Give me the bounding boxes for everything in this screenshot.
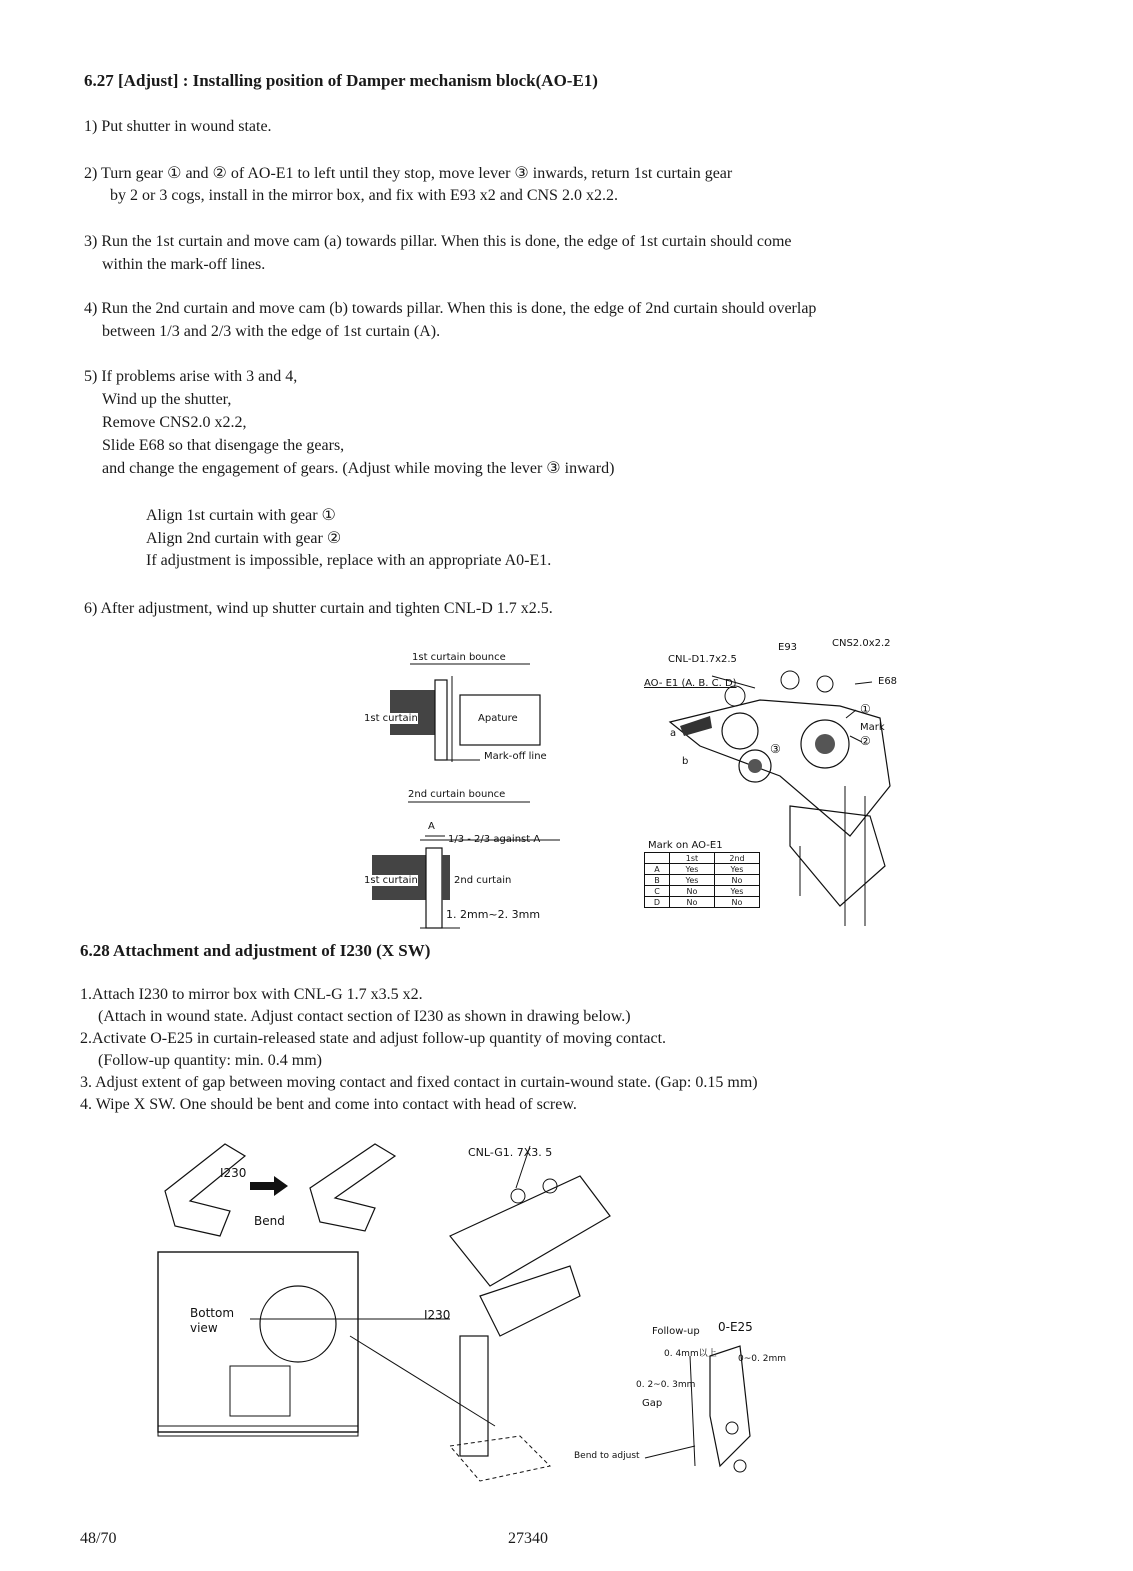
table-cell: Yes	[670, 875, 715, 886]
follow-up-label: Follow-up	[652, 1326, 700, 1337]
apature-label: Apature	[478, 713, 518, 724]
doc-code: 27340	[508, 1530, 548, 1547]
table-row	[645, 886, 760, 897]
gap-range-label: 0. 2~0. 3mm	[636, 1380, 696, 1390]
damper-mechanism-figure	[640, 636, 900, 932]
table-cell: Yes	[715, 864, 760, 875]
cns-label: CNS2.0x2.2	[832, 638, 891, 649]
lever-3-label: ③	[770, 742, 781, 756]
i230-label-2: I230	[424, 1308, 451, 1322]
step-5-line-3: Remove CNS2.0 x2.2,	[102, 414, 247, 431]
table-cell: No	[670, 897, 715, 908]
step-5-line-5: and change the engagement of gears. (Adjust while moving the lever ③ inward)	[102, 460, 615, 477]
header-cell: 1st	[670, 853, 715, 864]
bounce-1-label: 1st curtain bounce	[412, 652, 506, 663]
table-cell: D	[645, 897, 670, 908]
header-cell: 2nd	[715, 853, 760, 864]
bend-label: Bend	[254, 1214, 285, 1228]
cam-b-label: b	[682, 756, 689, 767]
step-3-line-2: within the mark-off lines.	[102, 256, 266, 273]
item-1-note: (Attach in wound state. Adjust contact section of I230 as shown in drawing below.)	[98, 1008, 631, 1025]
mark-table	[644, 852, 760, 908]
table-cell: Yes	[715, 886, 760, 897]
gear-1-label: ①	[860, 702, 871, 716]
bottom-view-label: Bottom	[190, 1306, 235, 1320]
mark-label: Mark	[860, 722, 885, 733]
table-cell: No	[670, 886, 715, 897]
overlap-label: 1/3 - 2/3 against A	[448, 834, 541, 845]
section-title-6-27: 6.27 [Adjust] : Installing position of Damper mechanism block(AO-E1)	[84, 71, 598, 90]
gear-2-label: ②	[860, 734, 871, 748]
first-curtain-label: 1st curtain	[364, 713, 418, 724]
step-3-line-1: 3) Run the 1st curtain and move cam (a) towards pillar. When this is done, the edge of 1st curtain should come	[84, 233, 792, 250]
step-2-line-2: by 2 or 3 cogs, install in the mirror box, and fix with E93 x2 and CNS 2.0 x2.2.	[110, 187, 618, 204]
i230-label: I230	[220, 1166, 247, 1180]
first-curtain-label-2: 1st curtain	[364, 875, 418, 886]
page-number: 48/70	[80, 1530, 117, 1547]
second-curtain-label: 2nd curtain	[454, 875, 512, 886]
table-cell: No	[715, 897, 760, 908]
item-1: 1.Attach I230 to mirror box with CNL-G 1.7 x3.5 x2.	[80, 986, 423, 1003]
step-5-line-2: Wind up the shutter,	[102, 391, 232, 408]
edge-a-label: A	[428, 821, 435, 832]
item-3: 3. Adjust extent of gap between moving contact and fixed contact in curtain-wound state. (Gap: 0.15 mm)	[80, 1074, 758, 1091]
mark-table-header	[645, 853, 760, 864]
step-5-replace: If adjustment is impossible, replace with an appropriate A0-E1.	[146, 552, 552, 569]
cnlg-label: CNL-G1. 7X3. 5	[468, 1146, 553, 1159]
curtain-bounce-figure	[360, 640, 570, 940]
step-5-align-2: Align 2nd curtain with gear ②	[146, 530, 342, 547]
bottom-view-label-2: view	[190, 1321, 218, 1335]
table-cell: C	[645, 886, 670, 897]
e93-label: E93	[778, 642, 798, 653]
xsw-drawing	[150, 1136, 790, 1496]
bend-to-adjust-label: Bend to adjust	[574, 1451, 640, 1461]
step-2-line-1: 2) Turn gear ① and ② of AO-E1 to left until they stop, move lever ③ inwards, return 1st curtain gear	[84, 165, 733, 182]
bounce-2-label: 2nd curtain bounce	[408, 789, 506, 800]
table-cell: No	[715, 875, 760, 886]
table-cell: B	[645, 875, 670, 886]
item-2-note: (Follow-up quantity: min. 0.4 mm)	[98, 1052, 322, 1069]
item-4: 4. Wipe X SW. One should be bent and come into contact with head of screw.	[80, 1096, 577, 1113]
step-6: 6) After adjustment, wind up shutter curtain and tighten CNL-D 1.7 x2.5.	[84, 600, 553, 617]
table-row	[645, 864, 760, 875]
step-5-align-1: Align 1st curtain with gear ①	[146, 507, 336, 524]
cam-a-label: a	[670, 728, 677, 739]
gap-label: 1. 2mm~2. 3mm	[446, 908, 541, 921]
step-4-line-1: 4) Run the 2nd curtain and move cam (b) towards pillar. When this is done, the edge of 2nd curtain should overlap	[84, 300, 817, 317]
xsw-figure	[150, 1136, 790, 1496]
cnld-label: CNL-D1.7x2.5	[668, 654, 737, 665]
table-row	[645, 875, 760, 886]
step-5-line-4: Slide E68 so that disengage the gears,	[102, 437, 345, 454]
table-cell: A	[645, 864, 670, 875]
step-4-line-2: between 1/3 and 2/3 with the edge of 1st curtain (A).	[102, 323, 441, 340]
table-row	[645, 897, 760, 908]
step-5-line-1: 5) If problems arise with 3 and 4,	[84, 368, 298, 385]
gap-label: Gap	[642, 1398, 663, 1409]
oe25-label: 0-E25	[718, 1320, 753, 1334]
step-1: 1) Put shutter in wound state.	[84, 118, 272, 135]
markoff-label: Mark-off line	[484, 751, 547, 762]
table-cell: Yes	[670, 864, 715, 875]
header-cell	[645, 853, 670, 864]
followup-quantity-label: 0. 4mm以上	[664, 1349, 717, 1359]
range-label: 0~0. 2mm	[738, 1354, 786, 1364]
item-2: 2.Activate O-E25 in curtain-released state and adjust follow-up quantity of moving contact.	[80, 1030, 667, 1047]
section-title-6-28: 6.28 Attachment and adjustment of I230 (X SW)	[80, 941, 431, 960]
mark-table-title: Mark on AO-E1	[648, 840, 723, 851]
aoe1-label: AO- E1 (A. B. C. D)	[644, 678, 737, 689]
e68-label: E68	[878, 676, 898, 687]
